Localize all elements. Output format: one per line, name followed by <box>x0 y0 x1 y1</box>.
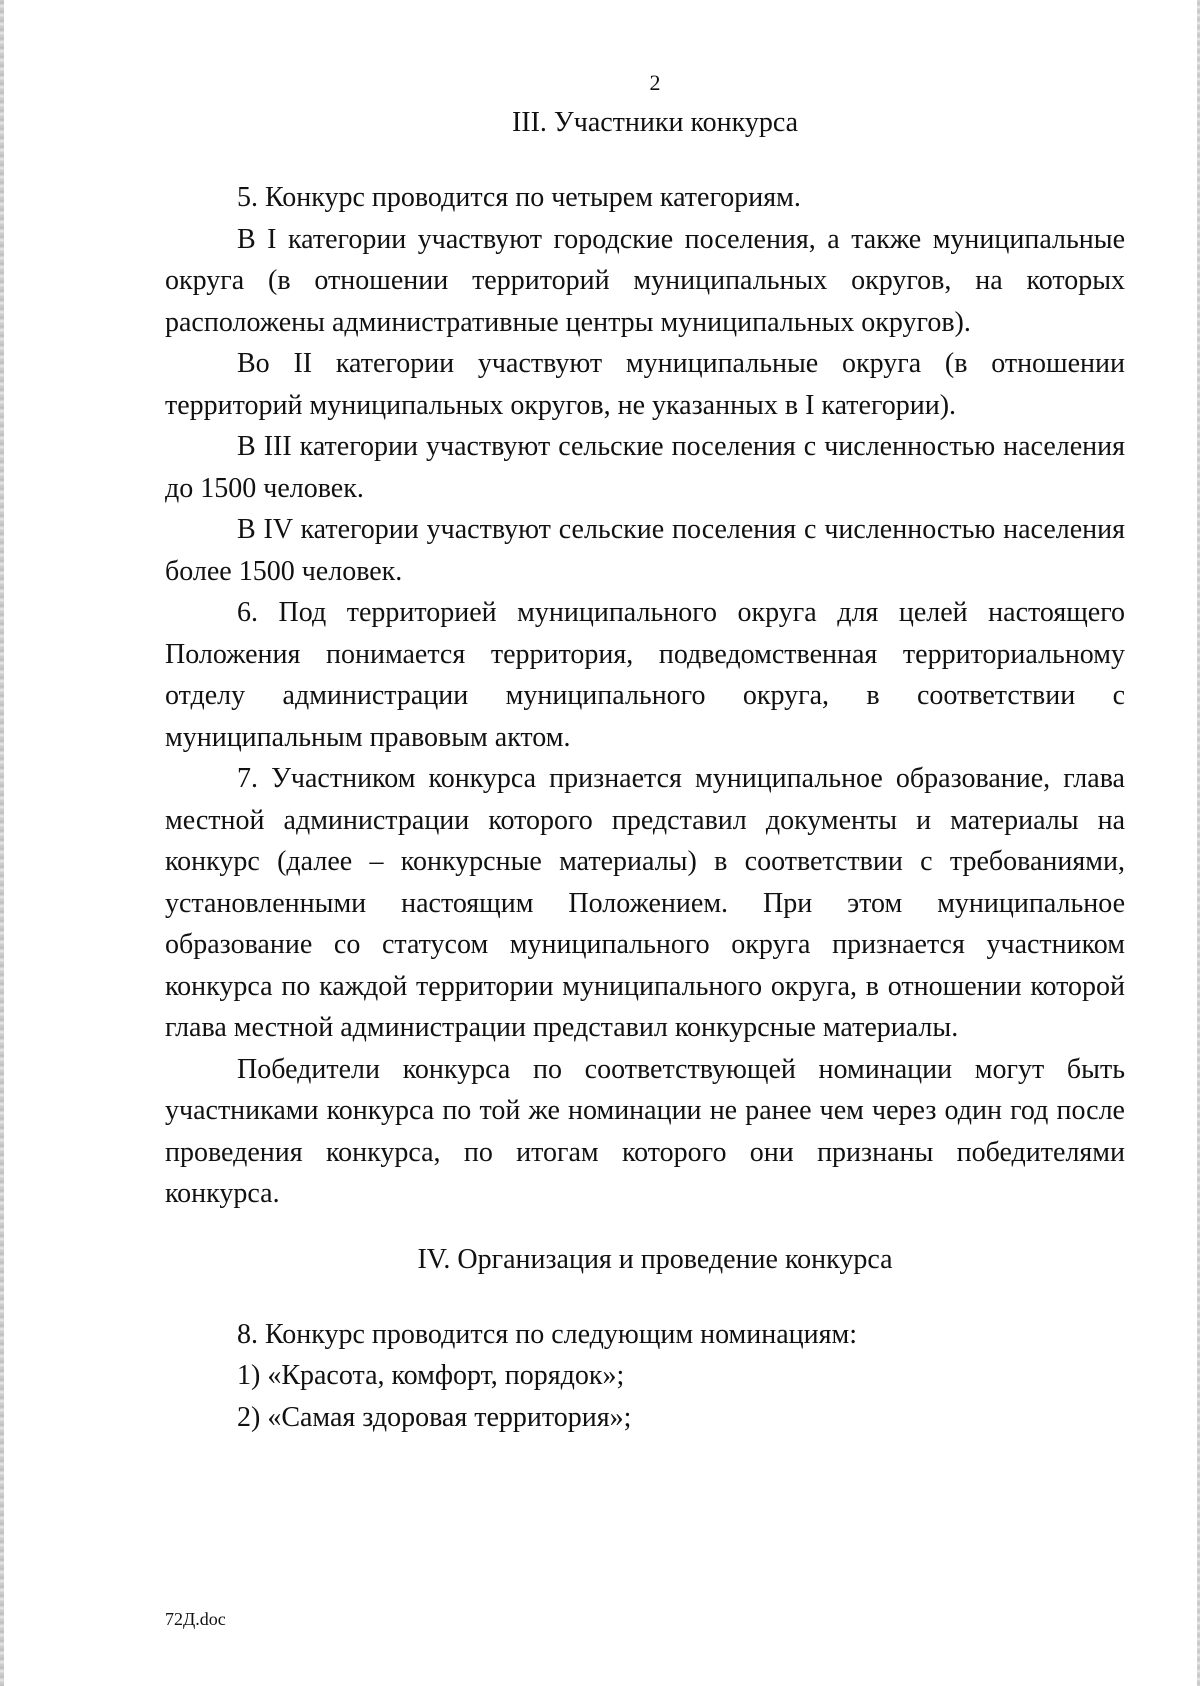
paragraph-category-3: В III категории участвуют сельские поселения с численностью населения до 1500 человек. <box>165 431 1125 504</box>
section-3-heading: III. Участники конкурса <box>511 107 799 138</box>
paragraph-winners: Победители конкурса по соответствующей номинации могут быть участниками конкурса по той же номинации не ранее чем через один год после проведения конкурса, по итогам которого они признаны победителями конкурса. <box>165 1053 1125 1209</box>
paragraph-8: 8. Конкурс проводится по следующим номинациям: <box>237 1318 858 1350</box>
page-number: 2 <box>649 70 661 95</box>
scan-edge-left <box>0 0 4 1686</box>
paragraph-6: 6. Под территорией муниципального округа для целей настоящего Положения понимается территория, подведомственная территориальному отделу администрации муниципального округа, в соответствии с муниципальным правовым актом. <box>165 597 1125 753</box>
file-name-footer: 72Д.doc <box>165 1609 226 1629</box>
paragraph-category-4: В IV категории участвуют сельские поселения с численностью населения более 1500 человек. <box>165 514 1125 587</box>
paragraph-category-2: Во II категории участвуют муниципальные округа (в отношении территорий муниципальных округов, не указанных в I категории). <box>165 348 1125 421</box>
paragraph-category-1: В I категории участвуют городские поселения, а также муниципальные округа (в отношении территорий муниципальных округов, на которых расположены административные центры муниципальных округов). <box>165 223 1125 338</box>
nomination-item-1: 1) «Красота, комфорт, порядок»; <box>237 1360 625 1391</box>
paragraph-5: 5. Конкурс проводится по четырем категориям. <box>237 182 801 213</box>
section-4-heading: IV. Организация и проведение конкурса <box>417 1243 893 1275</box>
nomination-item-2: 2) «Самая здоровая территория»; <box>237 1401 632 1433</box>
document-page <box>165 68 1125 1438</box>
paragraph-7: 7. Участником конкурса признается муниципальное образование, глава местной администрации которого представил документы и материалы на конкурс (далее – конкурсные материалы) в соответствии с требованиями, установленными настоящим Положением. При этом муниципальное образование со статусом муниципального округа признается участником конкурса по каждой территории муниципального округа, в отношении которой глава местной администрации представил конкурсные материалы. <box>165 763 1125 1043</box>
